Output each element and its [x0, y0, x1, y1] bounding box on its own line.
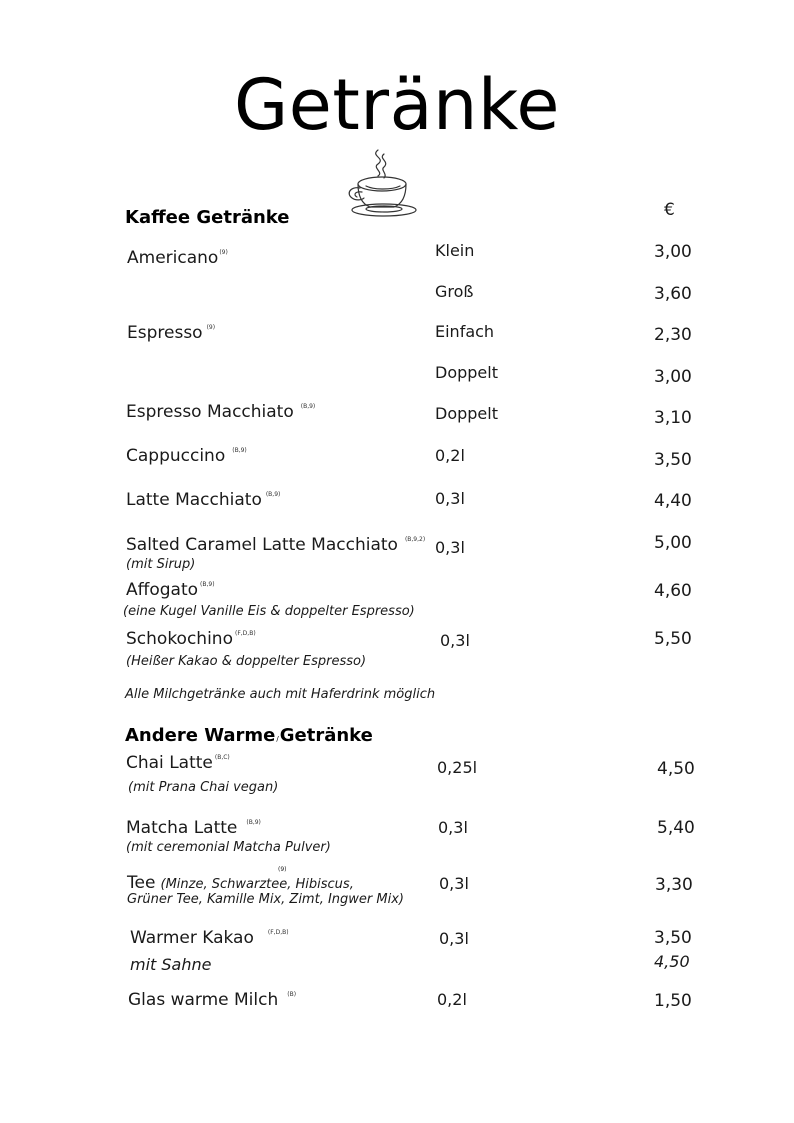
- price-chai-latte: 4,50: [657, 759, 695, 779]
- size-espresso-macchiato: Doppelt: [435, 404, 498, 423]
- price-espresso-double: 3,00: [654, 367, 692, 387]
- tee-varieties: (Minze, Schwarztee, Hibiscus,: [160, 877, 354, 892]
- allergen-note: (B): [287, 991, 297, 998]
- item-name-schokochino: Schokochino $^{(F,D,B)}$: [126, 629, 256, 649]
- allergen-note: (F,D,B): [234, 630, 256, 637]
- item-name-espresso: Espresso $^{(9)}$: [127, 323, 216, 343]
- price-cappuccino: 3,50: [654, 450, 692, 470]
- item-note-schokochino: (Heißer Kakao & doppelter Espresso): [126, 654, 367, 669]
- allergen-note: (9): [219, 249, 228, 256]
- price-latte-macchiato: 4,40: [654, 491, 692, 511]
- allergen-note: (9): [206, 324, 216, 331]
- size-americano-large: Groß: [435, 282, 474, 301]
- size-schokochino: 0,3l: [440, 631, 470, 650]
- size-warme-milch: 0,2l: [437, 990, 467, 1009]
- allergen-note: (B,9): [200, 581, 215, 588]
- item-note-matcha-latte: (mit ceremonial Matcha Pulver): [126, 840, 331, 855]
- price-mit-sahne: 4,50: [654, 952, 690, 971]
- size-warmer-kakao: 0,3l: [439, 929, 469, 948]
- price-schokochino: 5,50: [654, 629, 692, 649]
- item-extra-mit-sahne: mit Sahne: [130, 955, 212, 974]
- price-tee: 3,30: [655, 875, 693, 895]
- size-tee: 0,3l: [439, 874, 469, 893]
- allergen-note: (B,9,2): [404, 536, 426, 543]
- allergen-note: (B,C): [214, 754, 230, 761]
- size-espresso-double: Doppelt: [435, 363, 498, 382]
- item-name-espresso-macchiato: Espresso Macchiato $^{(B,9)}$: [126, 402, 316, 422]
- item-note-salted-caramel: (mit Sirup): [126, 557, 196, 572]
- item-name-chai-latte: Chai Latte $^{(B,C)}$: [126, 753, 230, 773]
- item-name-salted-caramel: Salted Caramel Latte Macchiato $^{(B,9,2)}$: [126, 535, 426, 555]
- allergen-note: (B,9): [246, 819, 261, 826]
- price-warme-milch: 1,50: [654, 991, 692, 1011]
- size-espresso-single: Einfach: [435, 322, 495, 341]
- item-name-cappuccino: Cappuccino $^{(B,9)}$: [126, 446, 247, 466]
- item-name-warme-milch: Glas warme Milch $^{(B)}$: [128, 990, 297, 1010]
- item-name-affogato: Affogato $^{(B,9)}$: [126, 580, 215, 600]
- item-name-latte-macchiato: Latte Macchiato $^{(B,9)}$: [126, 490, 281, 510]
- item-name-americano: Americano$^{(9)}$: [127, 248, 228, 268]
- allergen-note: (9): [278, 866, 287, 873]
- item-note-chai-latte: (mit Prana Chai vegan): [128, 780, 279, 795]
- price-salted-caramel: 5,00: [654, 533, 692, 553]
- price-matcha-latte: 5,40: [657, 818, 695, 838]
- item-note-affogato: (eine Kugel Vanille Eis & doppelter Espresso): [123, 604, 415, 619]
- tee-varieties-continued: Grüner Tee, Kamille Mix, Zimt, Ingwer Mix): [127, 892, 404, 907]
- oat-milk-note: Alle Milchgetränke auch mit Haferdrink möglich: [125, 687, 436, 702]
- section-heading-coffee: Kaffee Getränke: [125, 207, 290, 228]
- item-name-tee: Tee (Minze, Schwarztee, Hibiscus,: [127, 873, 354, 893]
- page-title: Getränke: [234, 64, 560, 146]
- allergen-note: (B,9): [300, 403, 316, 410]
- size-cappuccino: 0,2l: [435, 446, 465, 465]
- allergen-note: (B,9): [265, 491, 281, 498]
- price-espresso-macchiato: 3,10: [654, 408, 692, 428]
- item-name-warmer-kakao: Warmer Kakao $^{(F,D,B)}$: [130, 928, 289, 948]
- item-name-matcha-latte: Matcha Latte $^{(B,9)}$: [126, 818, 261, 838]
- size-americano-small: Klein: [435, 241, 475, 260]
- currency-header: €: [664, 200, 675, 220]
- coffee-cup-icon: [340, 146, 420, 218]
- allergen-note: (B,9): [232, 447, 247, 454]
- size-matcha-latte: 0,3l: [438, 818, 468, 837]
- price-warmer-kakao: 3,50: [654, 928, 692, 948]
- allergen-note: (F,D,B): [267, 929, 289, 936]
- price-americano-large: 3,60: [654, 284, 692, 304]
- price-affogato: 4,60: [654, 581, 692, 601]
- price-americano-small: 3,00: [654, 242, 692, 262]
- size-latte-macchiato: 0,3l: [435, 489, 465, 508]
- price-espresso-single: 2,30: [654, 325, 692, 345]
- size-chai-latte: 0,25l: [437, 758, 478, 777]
- size-salted-caramel: 0,3l: [435, 538, 465, 557]
- section-heading-other-warm: Andere Warme/Getränke: [125, 725, 373, 746]
